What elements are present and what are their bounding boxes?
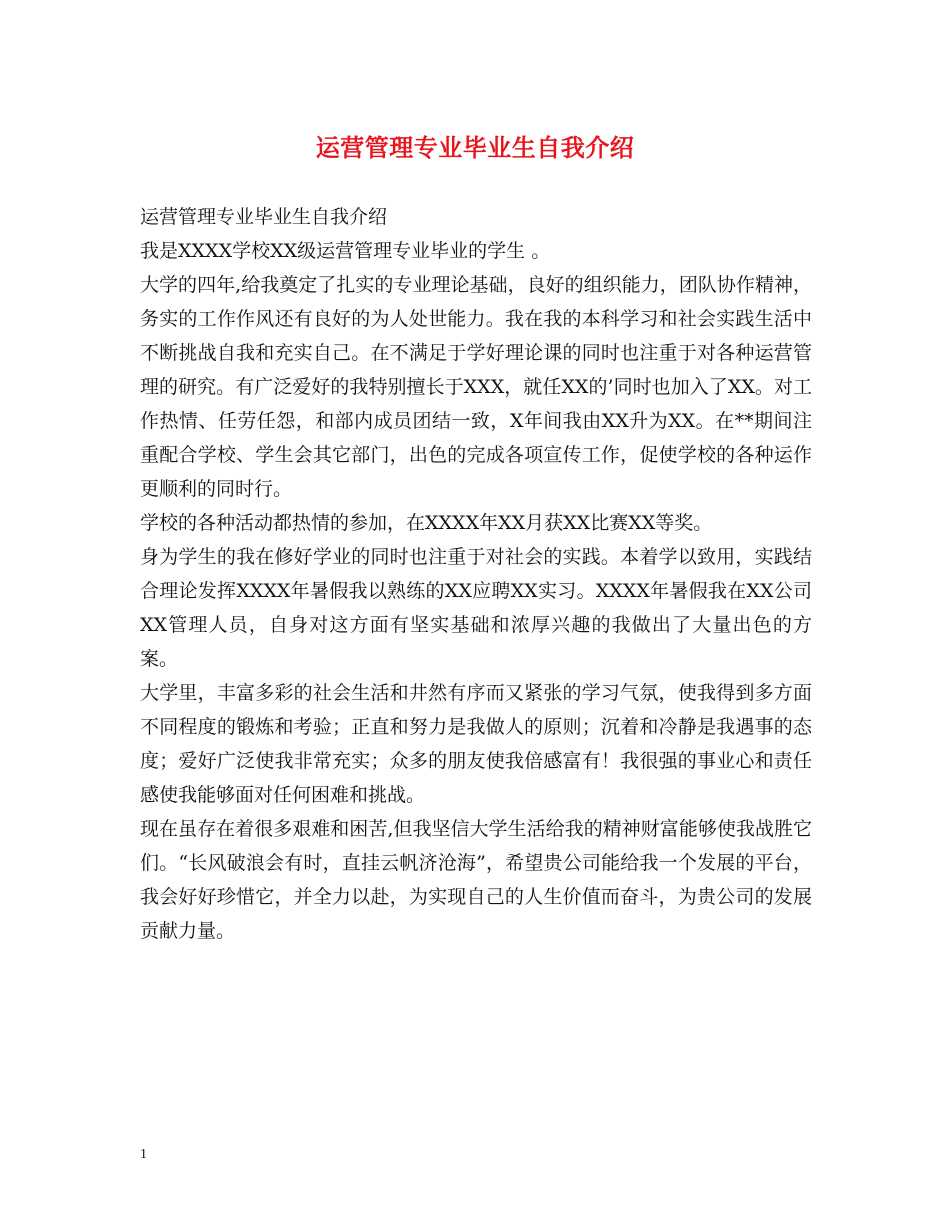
paragraph-heading: 运营管理专业毕业生自我介绍: [140, 206, 388, 228]
document-title: 运营管理专业毕业生自我介绍: [315, 133, 635, 162]
paragraph-practice: 身为学生的我在修好学业的同时也注重于对社会的实践。本着学以致用，实践结合理论发挥XXXX年暑假我以熟练的XX应聘XX实习。XXXX年暑假我在XX公司XX管理人员，自身对这方面有坚实基础和浓厚兴趣的我做出了大量出色的方案。: [140, 546, 812, 670]
page-number: 1: [140, 1147, 147, 1162]
paragraph-university-years: 大学的四年,给我奠定了扎实的专业理论基础，良好的组织能力，团队协作精神，务实的工作作风还有良好的为人处世能力。我在我的本科学习和社会实践生活中不断挑战自我和充实自己。在不满足于学好理论课的同时也注重于对各种运营管理的研究。有广泛爱好的我特别擅长于XXX，就任XX的’同时也加入了XX。对工作热情、任劳任怨，和部内成员团结一致，X年间我由XX升为XX。在**期间注重配合学校、学生会其它部门，出色的完成各项宣传工作，促使学校的各种运作更顺利的同时行。: [140, 274, 812, 500]
paragraph-campus-life: 大学里，丰富多彩的社会生活和井然有序而又紧张的学习气氛，使我得到多方面不同程度的锻炼和考验；正直和努力是我做人的原则；沉着和冷静是我遇事的态度；爱好广泛使我非常充实；众多的朋友使我倍感富有！我很强的事业心和责任感使我能够面对任何困难和挑战。: [140, 682, 812, 806]
paragraph-conclusion: 现在虽存在着很多艰难和困苦,但我坚信大学生活给我的精神财富能够使我战胜它们。“长风破浪会有时，直挂云帆济沧海”，希望贵公司能给我一个发展的平台，我会好好珍惜它，并全力以赴，为实现自己的人生价值而奋斗，为贵公司的发展贡献力量。: [140, 818, 812, 942]
paragraph-intro: 我是XXXX学校XX级运营管理专业毕业的学生 。: [140, 240, 551, 262]
document-body: [140, 200, 812, 948]
paragraph-activities: 学校的各种活动都热情的参加，在XXXX年XX月获XX比赛XX等奖。: [140, 512, 713, 534]
